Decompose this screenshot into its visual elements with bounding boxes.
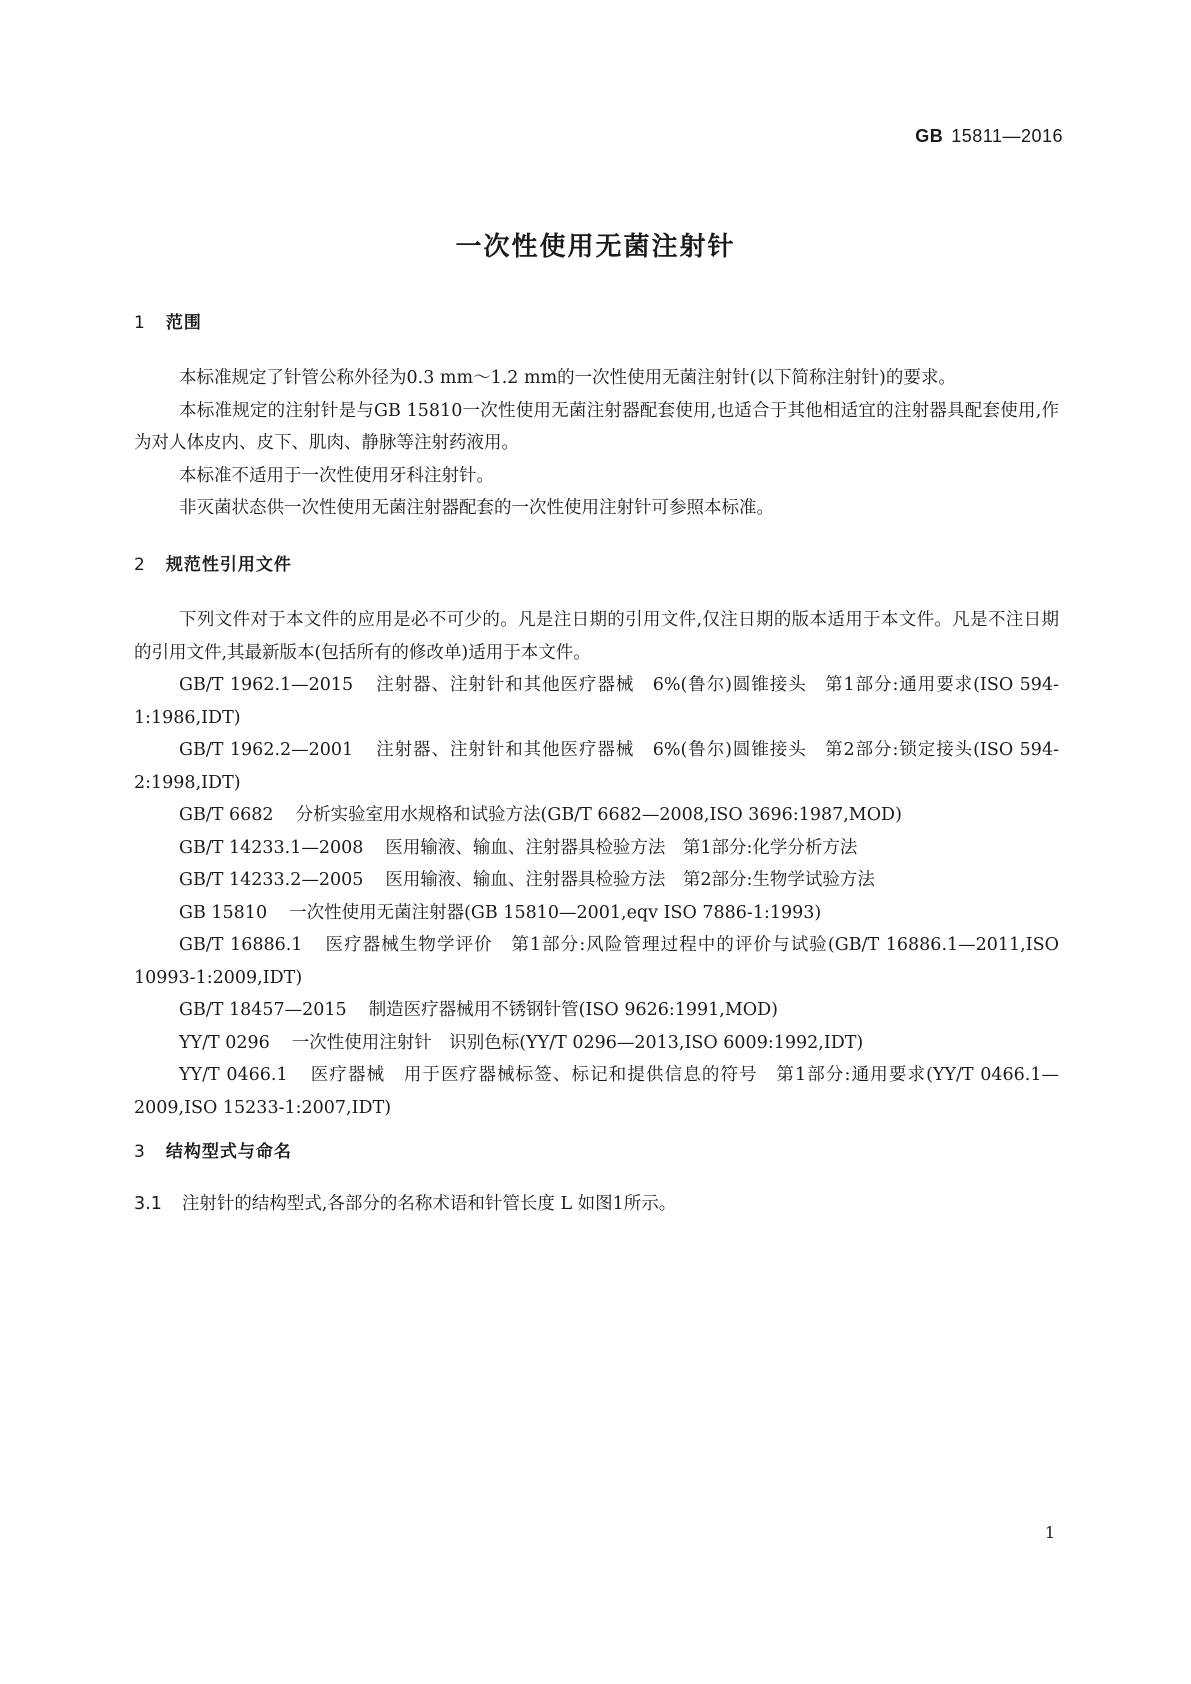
clause-text: 注射针的结构型式,各部分的名称术语和针管长度 L 如图1所示。 — [181, 1194, 677, 1214]
reference-item — [134, 799, 1059, 832]
section-1-heading — [134, 308, 202, 333]
reference-code: GB/T 18457—2015 — [179, 1000, 347, 1020]
reference-text: 医用输液、输血、注射器具检验方法 第1部分:化学分析方法 — [385, 837, 858, 858]
reference-text: 制造医疗器械用不锈钢针管(ISO 9626:1991,MOD) — [368, 1000, 778, 1020]
section-2-body — [134, 604, 1059, 1124]
clause-number: 3.1 — [134, 1194, 162, 1214]
reference-text: 分析实验室用水规格和试验方法(GB/T 6682—2008,ISO 3696:1987,MOD) — [295, 805, 902, 825]
section-3-heading — [134, 1137, 292, 1162]
scope-paragraph-1: 本标准规定了针管公称外径为0.3 mm～1.2 mm的一次性使用无菌注射针(以下简称注射针)的要求。 — [179, 368, 956, 388]
reference-item — [134, 1059, 1059, 1124]
reference-item — [134, 1027, 1059, 1060]
section-2-number: 2 — [134, 555, 146, 575]
section-3-title: 结构型式与命名 — [165, 1142, 292, 1162]
reference-code: GB/T 14233.2—2005 — [179, 870, 364, 890]
scope-paragraph-2: 本标准规定的注射针是与GB 15810一次性使用无菌注射器配套使用,也适合于其他相适宜的注射器具配套使用,作为对人体皮内、皮下、肌肉、静脉等注射药液用。 — [134, 400, 1059, 453]
section-1-number: 1 — [134, 313, 146, 333]
reference-item — [134, 897, 1059, 930]
section-1-body — [134, 362, 1059, 525]
reference-item — [134, 669, 1059, 734]
scope-paragraph-3: 本标准不适用于一次性使用牙科注射针。 — [179, 465, 494, 486]
reference-code: YY/T 0296 — [179, 1032, 270, 1053]
reference-code: GB/T 1962.1—2015 — [179, 675, 354, 695]
reference-text: 医疗器械 用于医疗器械标签、标记和提供信息的符号 第1部分:通用要求(YY/T 0466.1—2009,ISO 15233-1:2007,IDT) — [134, 1065, 1059, 1118]
reference-text: 一次性使用注射针 识别色标(YY/T 0296—2013,ISO 6009:1992,IDT) — [291, 1032, 864, 1053]
reference-item — [134, 832, 1059, 865]
reference-item — [134, 994, 1059, 1027]
section-3-number: 3 — [134, 1142, 146, 1162]
reference-code: GB/T 6682 — [179, 805, 274, 825]
reference-text: 注射器、注射针和其他医疗器械 6%(鲁尔)圆锥接头 第2部分:锁定接头(ISO 594-2:1998,IDT) — [134, 740, 1059, 793]
reference-item — [134, 864, 1059, 897]
reference-code: YY/T 0466.1 — [179, 1065, 288, 1085]
reference-item — [134, 734, 1059, 799]
page-number: 1 — [1044, 1523, 1055, 1542]
section-2-title: 规范性引用文件 — [165, 555, 292, 575]
reference-code: GB/T 1962.2—2001 — [179, 740, 354, 760]
standard-code — [915, 126, 1063, 147]
standard-code-number: 15811—2016 — [951, 126, 1063, 146]
reference-text: 医疗器械生物学评价 第1部分:风险管理过程中的评价与试验(GB/T 16886.1—2011,ISO 10993-1:2009,IDT) — [134, 935, 1059, 988]
clause-3-1 — [134, 1188, 1059, 1221]
reference-item — [134, 929, 1059, 994]
standard-code-prefix: GB — [915, 126, 944, 146]
document-title: 一次性使用无菌注射针 — [455, 232, 736, 262]
reference-code: GB 15810 — [179, 902, 268, 923]
scope-paragraph-4: 非灭菌状态供一次性使用无菌注射器配套的一次性使用注射针可参照本标准。 — [179, 498, 774, 518]
reference-code: GB/T 16886.1 — [179, 935, 303, 955]
reference-text: 医用输液、输血、注射器具检验方法 第2部分:生物学试验方法 — [385, 870, 875, 890]
section-2-heading — [134, 550, 292, 575]
section-1-title: 范围 — [165, 313, 202, 333]
references-intro: 下列文件对于本文件的应用是必不可少的。凡是注日期的引用文件,仅注日期的版本适用于本文件。凡是不注日期的引用文件,其最新版本(包括所有的修改单)适用于本文件。 — [134, 610, 1059, 663]
reference-text: 一次性使用无菌注射器(GB 15810—2001,eqv ISO 7886-1:1993) — [289, 902, 822, 923]
reference-text: 注射器、注射针和其他医疗器械 6%(鲁尔)圆锥接头 第1部分:通用要求(ISO 594-1:1986,IDT) — [134, 675, 1059, 728]
reference-code: GB/T 14233.1—2008 — [179, 837, 364, 858]
